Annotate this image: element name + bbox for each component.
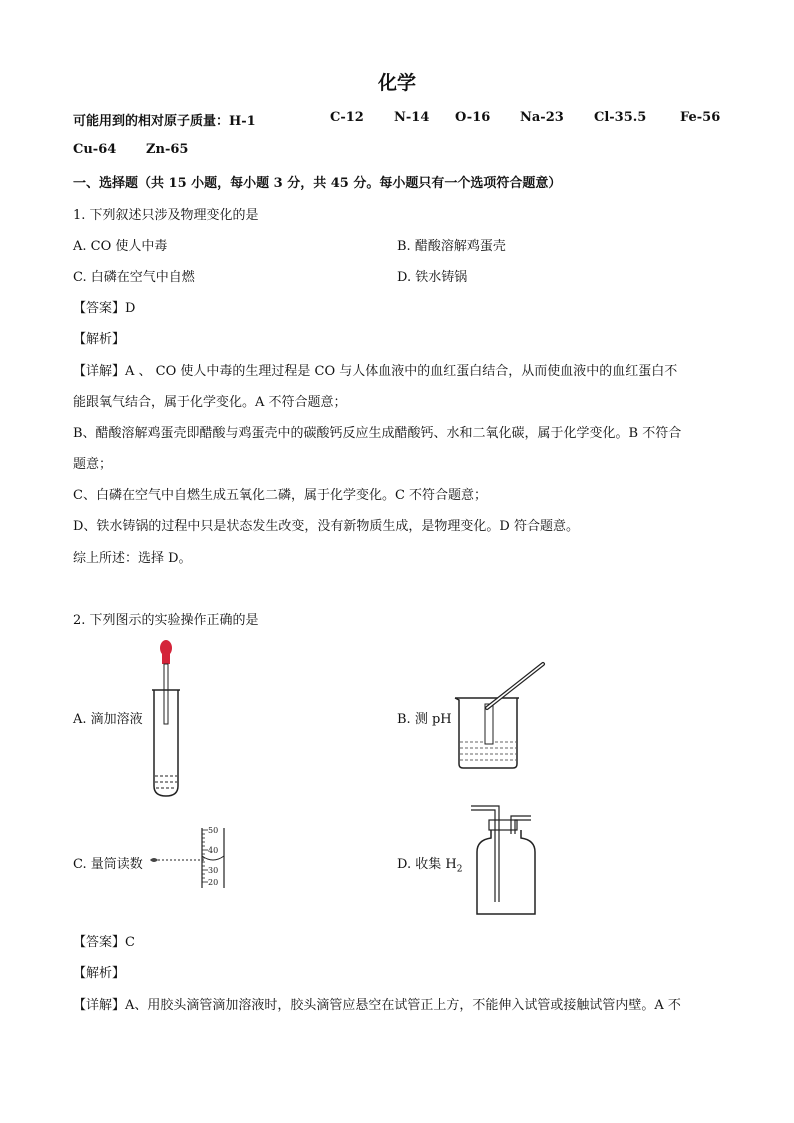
q1-analysis-label: 【解析】	[73, 332, 126, 347]
q2-stem: 2. 下列图示的实验操作正确的是	[73, 613, 259, 628]
page-title: 化学	[377, 72, 416, 94]
cylinder-tick-label: 40	[208, 846, 219, 855]
q2-option-b: B. 测 pH	[397, 712, 452, 727]
q1-option-d: D. 铁水铸锅	[397, 270, 468, 285]
dropper-stem	[164, 664, 168, 724]
q2-option-c: C. 量筒读数	[73, 857, 143, 872]
section-heading: 一、选择题（共 15 小题，每小题 3 分，共 45 分。每小题只有一个选项符合题意）	[73, 176, 562, 191]
meniscus	[202, 856, 224, 860]
q1-option-a: A. CO 使人中毒	[73, 239, 168, 254]
atomic-mass-item: Na-23	[520, 110, 564, 125]
gas-bottle	[477, 830, 535, 914]
cylinder-tick-label: 50	[208, 826, 219, 835]
cylinder-tick-label: 30	[208, 866, 219, 875]
q2-option-d-label: D. 收集 H	[397, 857, 457, 872]
atomic-mass-item: Cl-35.5	[594, 110, 647, 125]
gas-bottle-figure	[465, 804, 537, 918]
atomic-mass-item: C-12	[330, 110, 364, 125]
q1-option-c: C. 白磷在空气中自燃	[73, 270, 195, 285]
ph-paper	[485, 704, 493, 744]
cylinder-tick-label: 20	[208, 878, 219, 887]
q2-detail-line: 【详解】A、用胶头滴管滴加溶液时，胶头滴管应悬空在试管正上方，不能伸入试管或接触试管内壁。A 不	[73, 998, 681, 1013]
q2-option-a: A. 滴加溶液	[73, 712, 143, 727]
q1-option-b: B. 醋酸溶解鸡蛋壳	[397, 239, 506, 254]
q1-detail-line: 题意；	[73, 457, 113, 472]
q2-option-d-subscript: 2	[456, 864, 463, 875]
beaker-liquid	[460, 742, 516, 760]
ph-beaker-figure	[453, 660, 547, 772]
dropper-bulb-neck	[162, 652, 170, 664]
eye-icon	[150, 858, 158, 862]
atomic-mass-item: O-16	[455, 110, 491, 125]
q1-detail-line: 能跟氧气结合，属于化学变化。A 不符合题意；	[73, 395, 347, 410]
q2-answer: 【答案】C	[73, 935, 135, 950]
dropper-test-tube-figure	[150, 634, 190, 802]
q1-detail-line: C、白磷在空气中自燃生成五氧化二磷，属于化学变化。C 不符合题意；	[73, 488, 488, 503]
q2-option-d	[397, 853, 462, 875]
atomic-masses-label: 可能用到的相对原子质量：H-1	[73, 114, 256, 129]
bottle-stopper	[489, 820, 517, 830]
atomic-mass-item: N-14	[394, 110, 430, 125]
q1-detail-line: D、铁水铸锅的过程中只是状态发生改变，没有新物质生成，是物理变化。D 符合题意。	[73, 519, 579, 534]
q1-stem: 1. 下列叙述只涉及物理变化的是	[73, 208, 259, 223]
q1-detail-line: 【详解】A 、 CO 使人中毒的生理过程是 CO 与人体血液中的血红蛋白结合，从而使血液中的血红蛋白不	[73, 364, 678, 379]
q1-detail-line: B、醋酸溶解鸡蛋壳即醋酸与鸡蛋壳中的碳酸钙反应生成醋酸钙、水和二氧化碳，属于化学变化。B 不符合	[73, 426, 682, 441]
atomic-mass-item: Cu-64	[73, 142, 117, 157]
atomic-mass-item: Fe-56	[680, 110, 721, 125]
q1-detail-line: 综上所述：选择 D。	[73, 551, 192, 566]
graduated-cylinder-figure	[148, 826, 228, 890]
atomic-mass-item: Zn-65	[146, 142, 189, 157]
q1-answer: 【答案】D	[73, 301, 136, 316]
q2-analysis-label: 【解析】	[73, 966, 126, 981]
